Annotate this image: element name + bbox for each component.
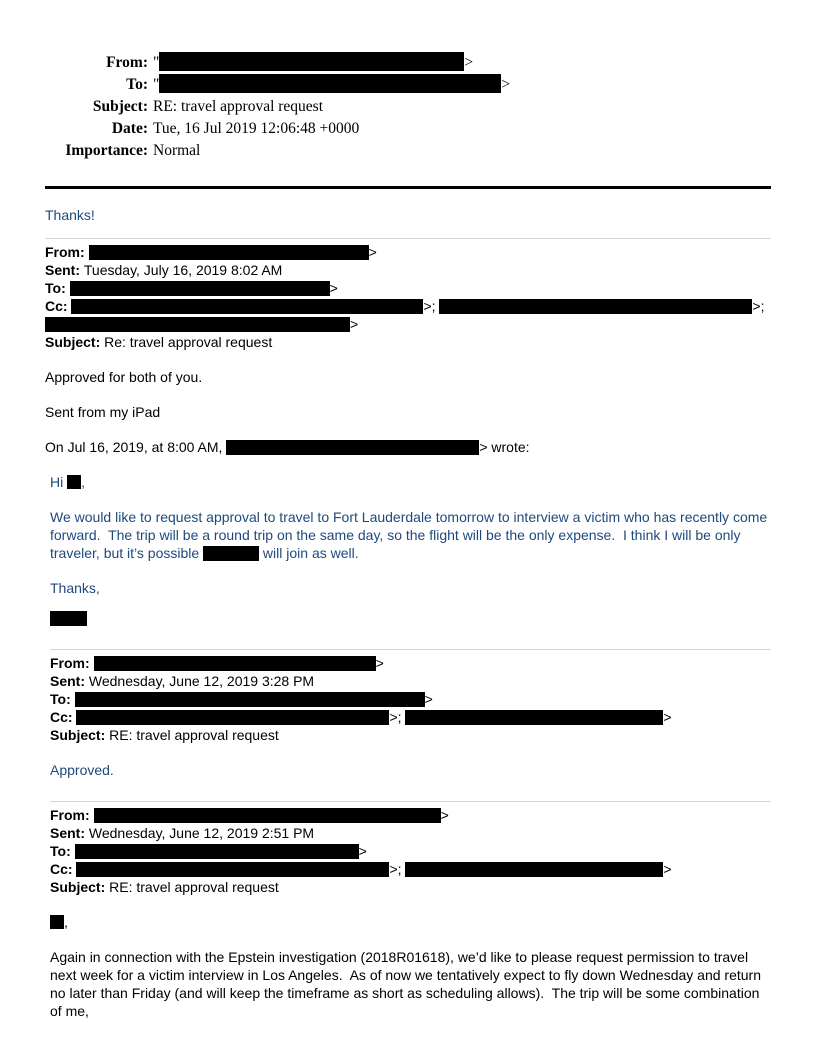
quoted-email-divider-rule xyxy=(50,649,771,650)
quoted-email-divider-rule xyxy=(50,801,771,802)
text-segment: RE: travel approval request xyxy=(109,727,279,743)
text-segment: > xyxy=(368,244,377,260)
redaction-bar xyxy=(405,710,663,725)
text-segment: > xyxy=(440,807,449,823)
text-segment: RE: travel approval request xyxy=(109,879,279,895)
text-segment: > xyxy=(663,861,672,877)
text-segment: > xyxy=(464,54,474,71)
redaction-bar xyxy=(76,710,389,725)
meta-label: Sent: xyxy=(50,673,89,689)
field-value xyxy=(153,52,771,74)
meta-row-sent xyxy=(50,824,771,842)
redaction-bar xyxy=(159,74,501,93)
text-segment: > xyxy=(350,316,359,332)
meta-label: Subject: xyxy=(50,879,110,895)
text-segment: , xyxy=(81,474,86,490)
redaction-bar xyxy=(89,245,369,260)
redaction-bar xyxy=(50,611,87,626)
redaction-bar xyxy=(67,475,81,489)
meta-row-to xyxy=(50,842,771,860)
text-segment: , xyxy=(64,914,68,930)
meta-label: To: xyxy=(45,280,70,296)
meta-row-cc xyxy=(50,860,771,878)
redaction-bar xyxy=(71,299,423,314)
mobile-signature xyxy=(45,403,771,421)
redaction-bar xyxy=(94,656,376,671)
quoted-email-header xyxy=(50,806,771,896)
quoted-email-header xyxy=(45,243,771,351)
approval-reply-2 xyxy=(50,761,771,779)
field-label: Date: xyxy=(111,120,148,137)
text-segment: Again in connection with the Epstein investigation (2018R01618), we’d like to please request permission to travel next week for a victim interview in Los Angeles. As of now we tentatively expect to fly down Wednesday and return no later than Friday (and will keep the timeframe as short as scheduling allows). The trip will be some combination of me, xyxy=(50,949,765,1019)
quoted-email-header xyxy=(50,654,771,744)
redaction-bar xyxy=(405,862,663,877)
field-label: From: xyxy=(106,54,148,71)
text-segment: " xyxy=(153,54,160,71)
request-paragraph xyxy=(50,508,771,562)
meta-label: To: xyxy=(50,843,75,859)
greeting-line-redacted xyxy=(50,913,771,931)
quoted-email-divider-rule xyxy=(45,238,771,239)
redaction-bar xyxy=(76,862,389,877)
meta-label: Sent: xyxy=(45,262,84,278)
text-segment: Approved for both of you. xyxy=(45,369,203,385)
meta-label: From: xyxy=(45,244,89,260)
header-field-row-to xyxy=(45,74,771,96)
text-segment: We would like to request approval to travel to Fort Lauderdale tomorrow to interview a victim who has recently come forward. The trip will be a round trip on the same day, so the flight will be the only expense. I think I will be only traveler, but it’s possible xyxy=(50,509,772,561)
text-segment: > xyxy=(358,843,367,859)
meta-label: From: xyxy=(50,655,94,671)
meta-label: Cc: xyxy=(50,861,77,877)
text-segment: Re: travel approval request xyxy=(104,334,273,350)
meta-row-cc xyxy=(50,708,771,726)
header-field-row-subject xyxy=(45,96,771,118)
meta-row-subject xyxy=(50,878,771,896)
meta-row-to xyxy=(50,690,771,708)
text-segment: Wednesday, June 12, 2019 2:51 PM xyxy=(88,825,315,841)
text-segment: Tuesday, July 16, 2019 8:02 AM xyxy=(83,262,283,278)
meta-row-sent xyxy=(50,672,771,690)
closing-line xyxy=(50,579,771,597)
text-segment: Sent from my iPad xyxy=(45,404,161,420)
quote-attribution-line xyxy=(45,438,771,456)
travel-request-paragraph xyxy=(50,948,771,1020)
text-segment: Hi xyxy=(50,474,68,490)
meta-row-to xyxy=(45,279,771,297)
text-segment: will join as well. xyxy=(259,545,359,561)
meta-row-cc xyxy=(45,297,771,333)
redaction-bar xyxy=(203,546,259,561)
field-value xyxy=(153,96,771,118)
meta-label: Subject: xyxy=(50,727,110,743)
text-segment: > wrote: xyxy=(479,439,530,455)
redaction-bar xyxy=(45,317,350,332)
meta-row-subject xyxy=(50,726,771,744)
field-label: To: xyxy=(126,76,148,93)
text-segment: > xyxy=(424,691,433,707)
text-segment: Thanks! xyxy=(45,207,95,223)
header-field-row-from xyxy=(45,52,771,74)
email-top-header xyxy=(45,52,771,162)
text-segment: Wednesday, June 12, 2019 3:28 PM xyxy=(88,673,315,689)
redaction-bar xyxy=(75,844,359,859)
field-value xyxy=(153,118,771,140)
text-segment: Tue, 16 Jul 2019 12:06:48 +0000 xyxy=(153,120,360,137)
meta-label: Subject: xyxy=(45,334,105,350)
text-segment: > xyxy=(663,709,672,725)
field-value xyxy=(153,140,771,162)
meta-row-from xyxy=(50,806,771,824)
header-divider-rule xyxy=(45,186,771,189)
text-segment: Normal xyxy=(153,142,201,159)
text-segment: > xyxy=(329,280,338,296)
meta-row-subject xyxy=(45,333,771,351)
meta-label: Cc: xyxy=(45,298,72,314)
field-label: Subject: xyxy=(92,98,148,115)
text-segment: > xyxy=(501,76,511,93)
meta-label: Cc: xyxy=(50,709,77,725)
meta-row-from xyxy=(45,243,771,261)
text-segment: >; xyxy=(752,298,765,314)
redaction-bar xyxy=(226,440,479,455)
header-field-row-importance xyxy=(45,140,771,162)
meta-row-from xyxy=(50,654,771,672)
text-segment: >; xyxy=(389,861,406,877)
redaction-bar xyxy=(70,281,330,296)
text-segment: " xyxy=(153,76,160,93)
redaction-bar xyxy=(50,915,64,929)
signature-redaction xyxy=(50,609,771,627)
meta-label: From: xyxy=(50,807,94,823)
field-value xyxy=(153,74,771,96)
meta-label: To: xyxy=(50,691,75,707)
redaction-bar xyxy=(159,52,464,71)
text-segment: RE: travel approval request xyxy=(153,98,324,115)
approval-reply xyxy=(45,368,771,386)
text-segment: >; xyxy=(389,709,406,725)
text-segment: >; xyxy=(423,298,440,314)
field-label: Importance: xyxy=(65,142,148,159)
redaction-bar xyxy=(94,808,441,823)
email-thread-body xyxy=(45,206,771,1020)
text-segment: On Jul 16, 2019, at 8:00 AM, xyxy=(45,439,227,455)
header-field-row-date xyxy=(45,118,771,140)
greeting-line xyxy=(50,473,771,491)
text-segment: Thanks, xyxy=(50,580,100,596)
text-segment: > xyxy=(375,655,384,671)
meta-label: Sent: xyxy=(50,825,89,841)
text-segment: Approved. xyxy=(50,762,114,778)
reply-text xyxy=(45,206,771,224)
redaction-bar xyxy=(75,692,425,707)
meta-row-sent xyxy=(45,261,771,279)
redaction-bar xyxy=(439,299,752,314)
